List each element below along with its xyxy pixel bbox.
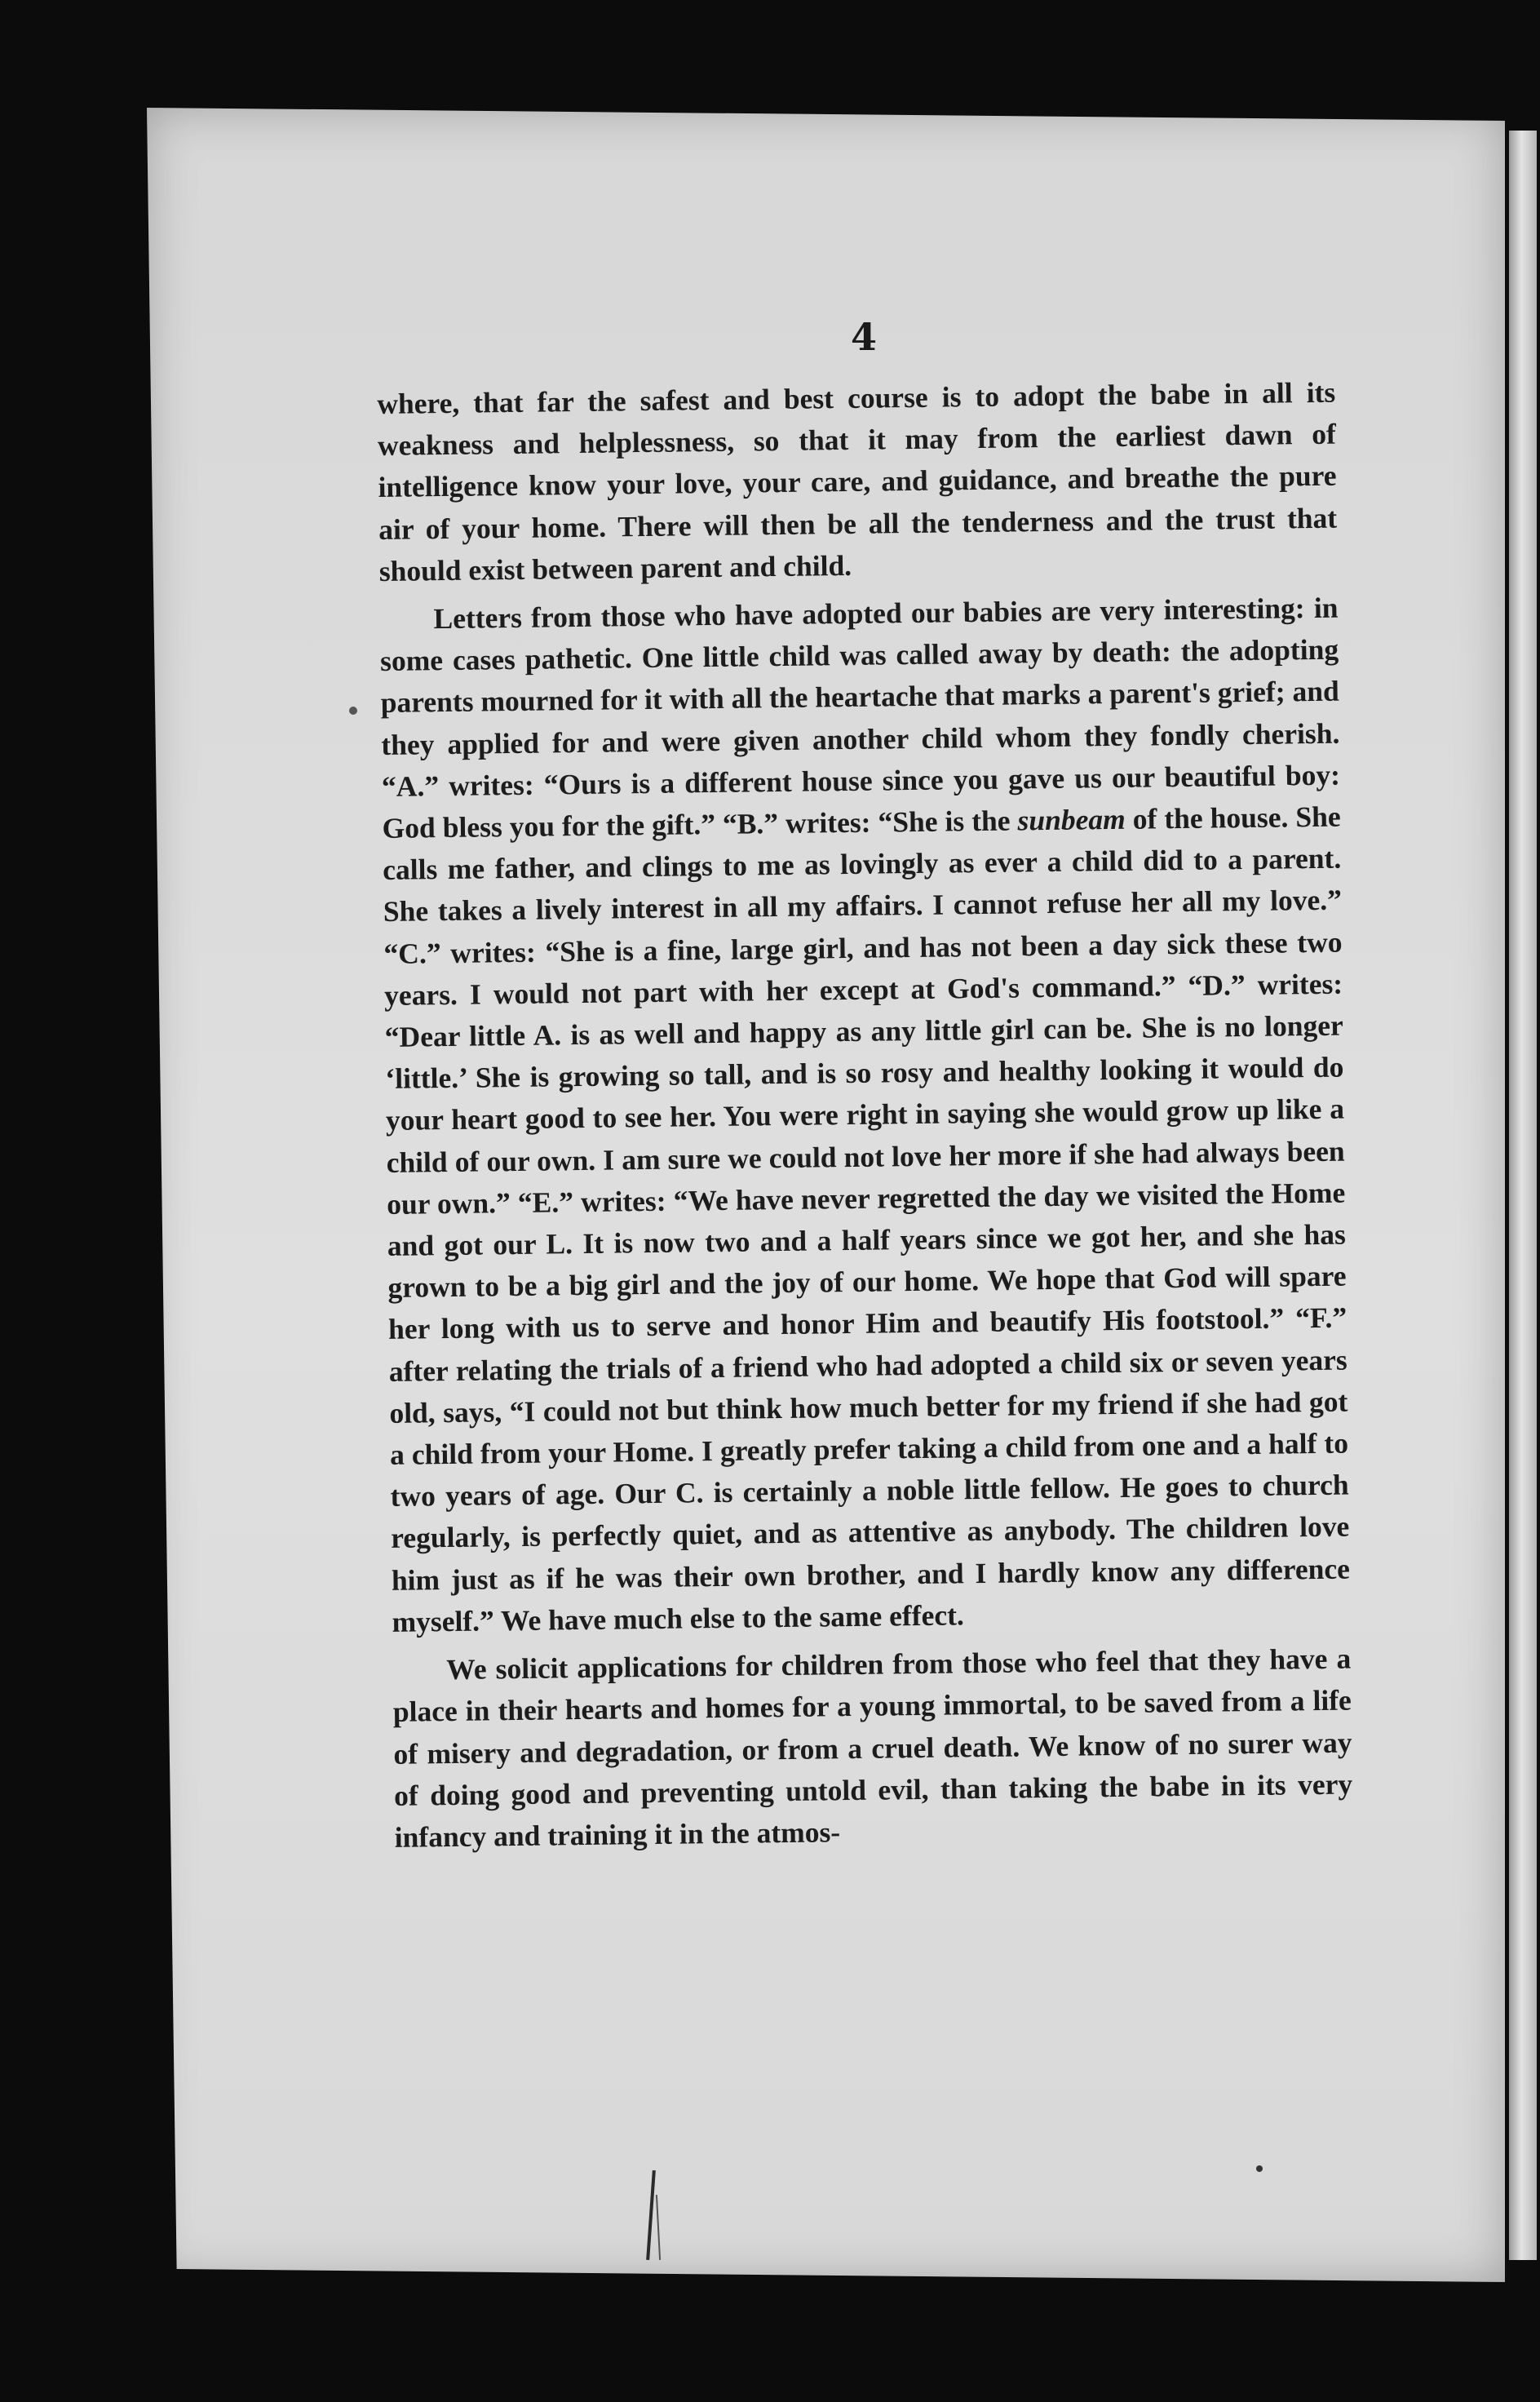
body-text xyxy=(377,372,1353,1865)
ink-speck xyxy=(349,707,357,715)
paragraph-2-emphasis: sunbeam xyxy=(1017,802,1126,837)
page-number: 4 xyxy=(850,315,877,359)
paragraph-2 xyxy=(379,587,1351,1643)
paragraph-3: We solicit applications for children from those who feel that they have a place in their hearts and homes for a young immortal, to be saved from a life of misery and degradation, or from a cruel death. We know of no surer way of doing good and preventing untold evil, than taking the babe in its very infancy and training it in the atmos- xyxy=(392,1642,1353,1854)
paragraph-1: where, that far the safest and best course is to adopt the babe in all its weakness and helplessness, so that it may from the earliest dawn of intelligence know your love, your care, and guidance, and breathe the pure air of your home. There will then be all the tenderness and the trust that should exist between parent and child. xyxy=(377,375,1338,587)
paragraph-2-text-a: Letters from those who have adopted our babies are very interesting: in some cases pathetic. One little child was called away by death: the adopting parents mourned for it with all the heartache that marks a parent's grief; and they applied for and were given another child whom they fondly cherish. “A.” writes: “Ours is a different house since you gave us our beautiful boy: God bless you for the gift.” “B.” writes: “She is the xyxy=(379,591,1341,844)
paragraph-2-text-b: of the house. She calls me father, and clings to me as lovingly as ever a child did to a parent. She takes a lively interest in all my affairs. I cannot refuse her all my love.” “C.” writes: “She is a fine, large girl, and has not been a day sick these two years. I would not part with her except at God's command.” “D.” writes: “Dear little A. is as well and happy as any little girl can be. She is no longer ‘little.’ She is growing so tall, and is so rosy and healthy looking it would do your heart good to see her. You were right in saying she would grow up like a child of our own. I am sure we could not love her more if she had always been our own.” “E.” writes: “We have never regretted the day we visited the Home and got our L. It is now two and a half years since we got her, and she has grown to be a big girl and the joy of our home. We hope that God will spare her long with us to serve and honor Him and beautify His footstool.” “F.” after relating the trials of a friend who had adopted a child six or seven years old, says, “I could not but think how much better for my friend if she had got a child from your Home. I greatly prefer taking a child from one and a half to two years of age. Our C. is certainly a noble little fellow. He goes to church regularly, is perfectly quiet, and as attentive as anybody. The children love him just as if he was their own brother, and I hardly know any difference myself.” We have much else to the same effect. xyxy=(383,800,1351,1638)
adjacent-page-edge xyxy=(1509,131,1537,2260)
ink-speck xyxy=(1256,2165,1263,2172)
